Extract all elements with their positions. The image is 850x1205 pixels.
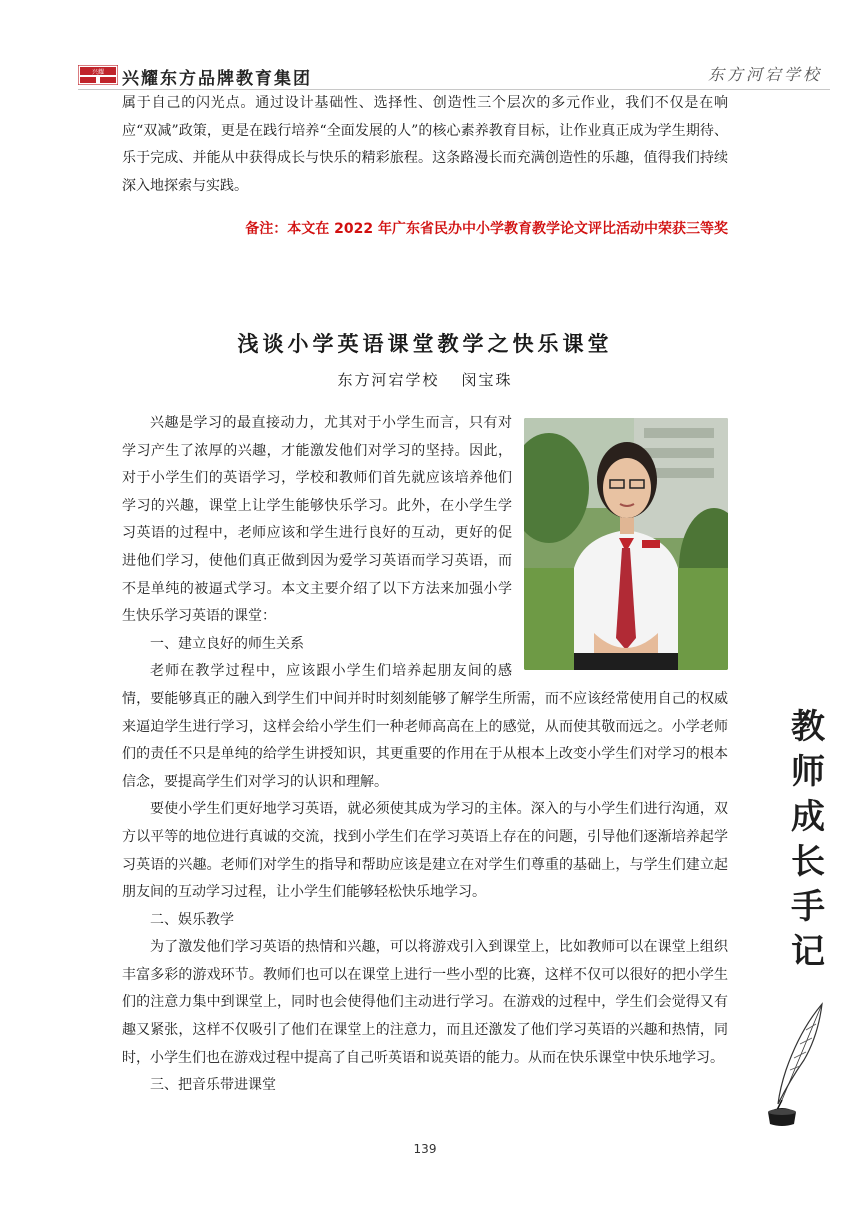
sidebar-char: 手	[791, 887, 825, 927]
article-body	[122, 410, 728, 1100]
author-photo-illustration	[524, 418, 728, 670]
header-school-name: 东方河宕学校	[707, 65, 822, 84]
section-heading: 二、娱乐教学	[150, 911, 234, 928]
article-paragraph: 为了激发他们学习英语的热情和兴趣，可以将游戏引入到课堂上，比如教师可以在课堂上组织丰富多彩的游戏环节。教师们也可以在课堂上进行一些小型的比赛，这样不仅可以很好的把小学生们的注意力集中到课堂上，同时也会使得他们主动进行学习。在游戏的过程中，学生们会觉得又有趣又紧张，这样不仅吸引了他们在课堂上的注意力，而且还激发了他们学习英语的兴趣和热情，同时，小学生们也在游戏过程中提高了自己听英语和说英语的能力。从而在快乐课堂中快乐地学习。	[122, 939, 728, 1066]
org-name: 兴耀东方品牌教育集团	[122, 69, 312, 89]
article-paragraph: 老师在教学过程中，应该跟小学生们培养起朋友间的感情，要能够真正的融入到学生们中间并时时刻刻能够了解学生所需，而不应该经常使用自己的权威来逼迫学生进行学习，这样会给小学生们一种老师高高在上的感觉，从而使其敬而远之。小学老师们的责任不只是单纯的给学生讲授知识，其更重要的作用在于从根本上改变小学生们对学习的根本信念，要提高学生们对学习的认识和理解。	[122, 663, 728, 790]
sidebar-char: 长	[791, 842, 825, 882]
award-note: 备注：本文在 2022 年广东省民办中小学教育教学论文评比活动中荣获三等奖	[245, 221, 728, 237]
sidebar-title	[784, 705, 832, 975]
article-title: 浅谈小学英语课堂教学之快乐课堂	[237, 331, 613, 356]
byline-school: 东方河宕学校	[337, 371, 440, 389]
logo-text: 兴耀	[91, 69, 105, 76]
sidebar-char: 师	[791, 752, 825, 792]
sidebar-char: 记	[791, 932, 825, 972]
article-paragraph: 兴趣是学习的最直接动力，尤其对于小学生而言，只有对学习产生了浓厚的兴趣，才能激发他们对学习的坚持。因此，对于小学生们的英语学习，学校和教师们首先就应该培养他们学习的兴趣，课堂上让学生能够快乐学习。此外，在小学生学习英语的过程中，老师应该和学生进行良好的互动，更好的促进他们学习，使他们真正做到因为爱学习英语而学习英语，而不是单纯的被逼式学习。本文主要介绍了以下方法来加强小学生快乐学习英语的课堂：	[122, 415, 512, 625]
section-heading: 三、把音乐带进课堂	[150, 1077, 276, 1094]
article-byline	[0, 369, 850, 390]
byline-author: 闵宝珠	[461, 371, 513, 389]
page-header	[78, 62, 830, 90]
sidebar-char: 成	[791, 797, 825, 837]
sidebar-char: 教	[791, 707, 825, 747]
logo-icon	[78, 65, 118, 85]
author-photo	[524, 418, 728, 670]
previous-article-closing: 属于自己的闪光点。通过设计基础性、选择性、创造性三个层次的多元作业，我们不仅是在响应“双减”政策，更是在践行培养“全面发展的人”的核心素养教育目标，让作业真正成为学生期待、乐于完成、并能从中获得成长与快乐的精彩旅程。这条路漫长而充满创造性的乐趣，值得我们持续深入地探索与实践。	[122, 95, 728, 194]
article-paragraph: 要使小学生们更好地学习英语，就必须使其成为学习的主体。深入的与小学生们进行沟通，双方以平等的地位进行真诚的交流，找到小学生们在学习英语上存在的问题，引导他们逐渐培养起学习英语的兴趣。老师们对学生的指导和帮助应该是建立在对学生们尊重的基础上，与学生们建立起朋友间的互动学习过程，让小学生们能够轻松快乐地学习。	[122, 801, 728, 901]
quill-pen-icon	[760, 1000, 830, 1130]
section-heading: 一、建立良好的师生关系	[150, 635, 304, 652]
page-number: 139	[413, 1142, 437, 1156]
